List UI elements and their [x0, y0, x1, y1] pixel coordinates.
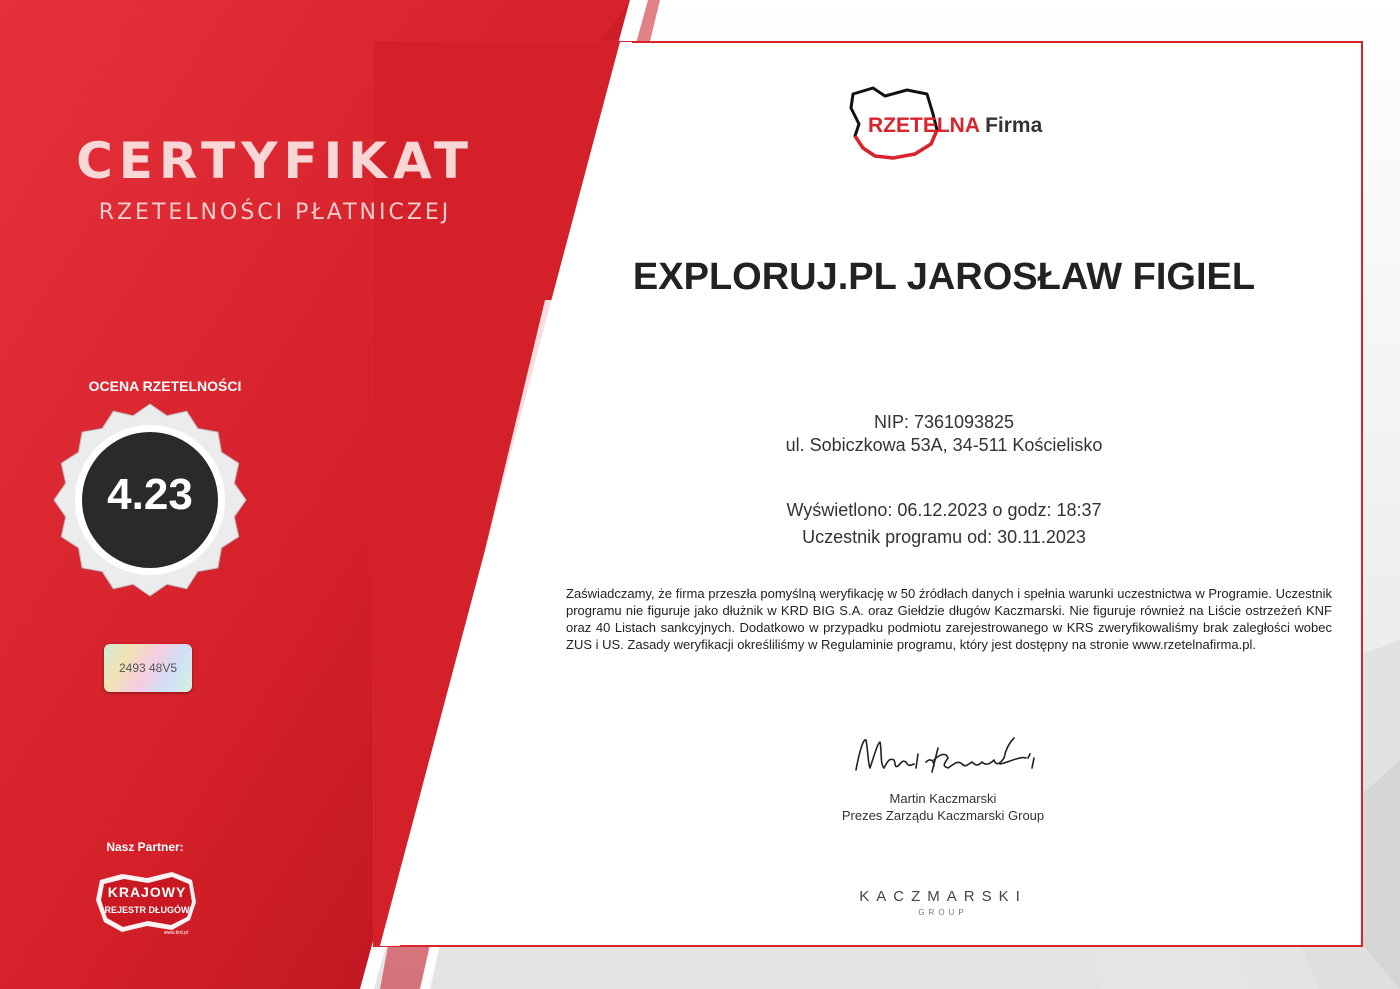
certificate-title: CERTYFIKAT	[76, 132, 474, 190]
krd-logo-line1: KRAJOWY	[107, 884, 187, 900]
partner-label: Nasz Partner:	[106, 840, 184, 854]
krd-logo-line2: REJESTR DŁUGÓW	[104, 905, 190, 915]
company-address: ul. Sobiczkowa 53A, 34-511 Kościelisko	[785, 435, 1103, 455]
signature-image	[850, 728, 1040, 782]
member-since: Uczestnik programu od: 30.11.2023	[802, 527, 1086, 547]
company-nip: NIP: 7361093825	[873, 412, 1015, 432]
hologram-code: 2493 48V5	[118, 661, 178, 675]
certificate-description: Zaświadczamy, że firma przeszła pomyślną weryfikację w 50 źródłach danych i spełnia warunki uczestnictwa w Programie. Uczestnik programu nie figuruje jako dłużnik w KRD BIG S.A. oraz Giełdzie długów Kaczmarski. Nie figuruje również na Liście ostrzeżeń KNF oraz 40 Listach sankcyjnych. Dodatkowo w przypadku podmiotu zarejestrowanego w KRS zweryfikowaliśmy brak zaległości wobec ZUS i US. Zasady weryfikacji określiliśmy w Regulaminie programu, który jest dostępny na stronie www.rzetelnafirma.pl.	[566, 586, 1332, 652]
company-name: EXPLORUJ.PL JAROSŁAW FIGIEL	[632, 256, 1256, 298]
hologram-sticker	[104, 644, 192, 692]
rating-value: 4.23	[107, 470, 193, 519]
kaczmarski-group-text: GROUP	[918, 908, 968, 917]
brand-name-red: RZETELNA	[868, 114, 980, 137]
brand-name-dark: Firma	[985, 114, 1043, 137]
rating-label: OCENA RZETELNOŚCI	[88, 378, 242, 394]
kaczmarski-logo: KACZMARSKI	[859, 888, 1027, 905]
certificate-subtitle: RZETELNOŚCI PŁATNICZEJ	[98, 200, 452, 225]
signer-block	[800, 790, 1086, 824]
brand-logo-text	[868, 114, 1042, 138]
signer-name: Martin Kaczmarski	[889, 791, 997, 806]
signer-role: Prezes Zarządu Kaczmarski Group	[841, 808, 1045, 823]
krd-logo	[92, 868, 202, 938]
krd-url: www.krd.pl	[163, 930, 188, 936]
displayed-timestamp: Wyświetlono: 06.12.2023 o godz: 18:37	[786, 500, 1102, 520]
